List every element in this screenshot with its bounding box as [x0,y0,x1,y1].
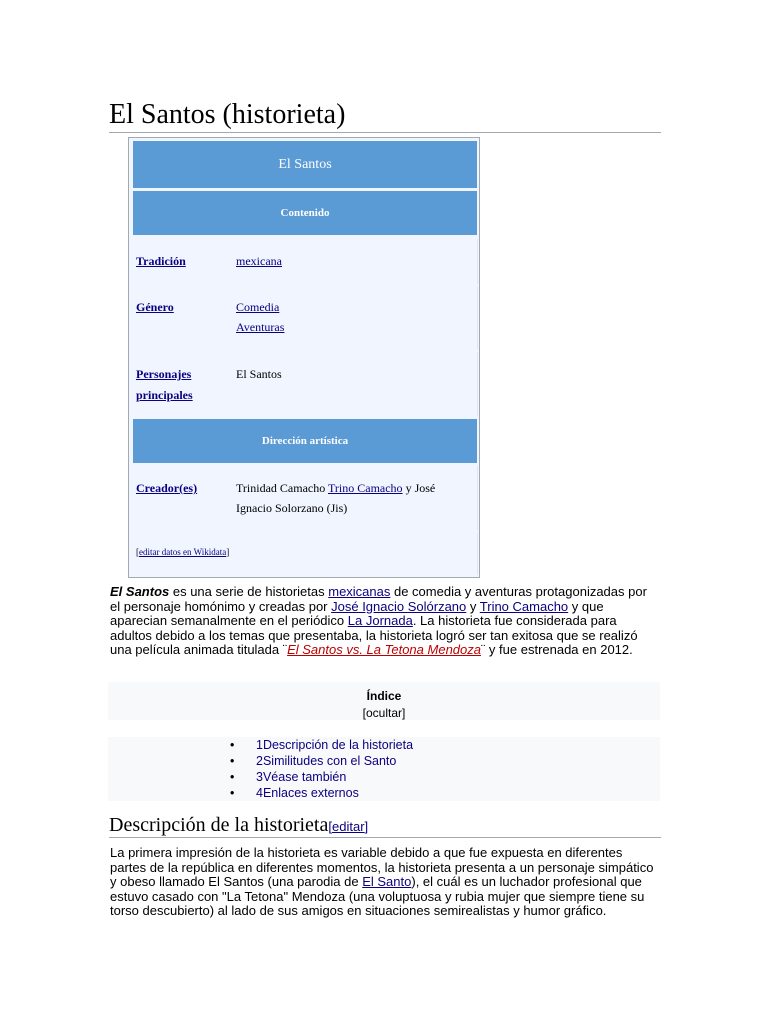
toc-number: 3 [256,770,263,784]
genero-aventuras[interactable]: Aventuras [236,320,285,334]
bullet-icon: • [230,770,235,784]
edit-section-link[interactable]: editar [332,819,365,834]
genero-values [236,297,471,337]
infobox-edit-row [133,533,478,575]
link-mexicanas[interactable]: mexicanas [328,584,391,599]
edit-bracket-open: [ [328,819,332,834]
infobox-row-tradicion [133,239,478,284]
toc-item-1[interactable] [230,737,414,753]
bullet-icon: • [230,738,235,752]
paragraph-text: ), el cuál es un luchador profesional que estuvo casado con "La Tetona" Mendoza (una voluptuosa y rubia mujer que siempre tiene su torso descubierto) al lado de sus amigos en situaciones semirealistas y humor gráfico. [110,874,645,919]
link-el-santo[interactable]: El Santo [362,874,412,890]
bullet-icon: • [230,786,235,800]
creador-text-3: Ignacio Solorzano (Jis) [236,501,348,515]
toc-label: Similitudes con el Santo [262,754,397,768]
infobox-row-genero [133,287,478,349]
paragraph-text: La primera impresión de la historieta es variable debido a que fue expuesta en diferentes partes de la república en diferentes momentos, la historieta presenta a un personaje simpático y obeso llamado El Santos (una parodia de [110,845,654,890]
edit-wikidata-link[interactable]: editar datos en Wikidata [139,547,227,557]
creador-value [236,478,471,518]
toc-label: Véase también [262,770,347,784]
genero-comedia[interactable]: Comedia [236,300,280,314]
intro-text: y [466,598,480,614]
toc-toggle[interactable]: [ocultar] [362,706,406,720]
edit-bracket-close: ] [364,819,369,834]
infobox-title: El Santos [133,141,477,188]
section-heading-text: Descripción de la historieta [109,814,329,836]
toc-label: Descripción de la historieta [262,738,414,752]
personajes-label[interactable] [136,364,193,406]
section-paragraph [110,846,660,919]
section-heading-descripcion [109,813,661,838]
intro-title: El Santos [110,584,170,599]
section-edit [328,819,368,834]
toc-number: 2 [256,754,263,768]
infobox-section-direction: Dirección artística [133,419,477,463]
intro-text: es una serie de historietas [169,584,329,599]
wikidata-edit [136,547,229,557]
link-la-jornada[interactable]: La Jornada [347,613,413,629]
personajes-label-line1: Personajes [136,367,192,381]
link-pelicula[interactable]: El Santos vs. La Tetona Mendoza [287,642,481,658]
toc-item-4[interactable] [230,785,359,801]
edit-bracket-open: [ [136,547,139,557]
personajes-label-line2: principales [136,388,193,402]
intro-text: y que aparecian semanalmente en el periódico [110,598,604,629]
toc-box [108,682,660,720]
toc-number: 1 [256,738,263,752]
tradicion-label[interactable]: Tradición [136,254,186,268]
bullet-icon: • [230,754,235,768]
tradicion-value[interactable]: mexicana [236,254,282,268]
creador-text: Trinidad Camacho [236,481,328,495]
intro-text: ¨ y fue estrenada en 2012. [480,642,633,658]
infobox-row-creador [133,466,478,530]
page-title: El Santos (historieta) [109,98,661,133]
intro-text: . La historieta fue considerada para adultos debido a los temas que presentaba, la historieta logró ser tan exitosa que se realizó una película animada titulada ¨ [110,613,638,658]
infobox [128,137,480,578]
link-jose-ignacio[interactable]: José Ignacio Solórzano [331,598,467,614]
toc-item-3[interactable] [230,769,347,785]
trino-camacho-link[interactable]: Trino Camacho [328,481,403,495]
infobox-row-personajes [133,352,478,416]
personajes-value: El Santos [236,367,282,381]
genero-label[interactable]: Género [136,300,174,314]
toc-title: Índice [366,689,402,703]
intro-paragraph [110,585,660,658]
toc-item-2[interactable] [230,753,397,769]
intro-text: de comedia y aventuras protagonizadas por el personaje homónimo y creadas por [110,584,647,614]
link-trino-camacho[interactable]: Trino Camacho [479,598,569,614]
toc-number: 4 [256,786,263,800]
creador-label[interactable]: Creador(es) [136,481,198,495]
edit-bracket-close: ] [226,547,230,557]
infobox-section-content: Contenido [133,191,477,235]
toc-list [108,737,660,801]
creador-text-2: y José [402,481,436,495]
toc-label: Enlaces externos [262,786,359,800]
